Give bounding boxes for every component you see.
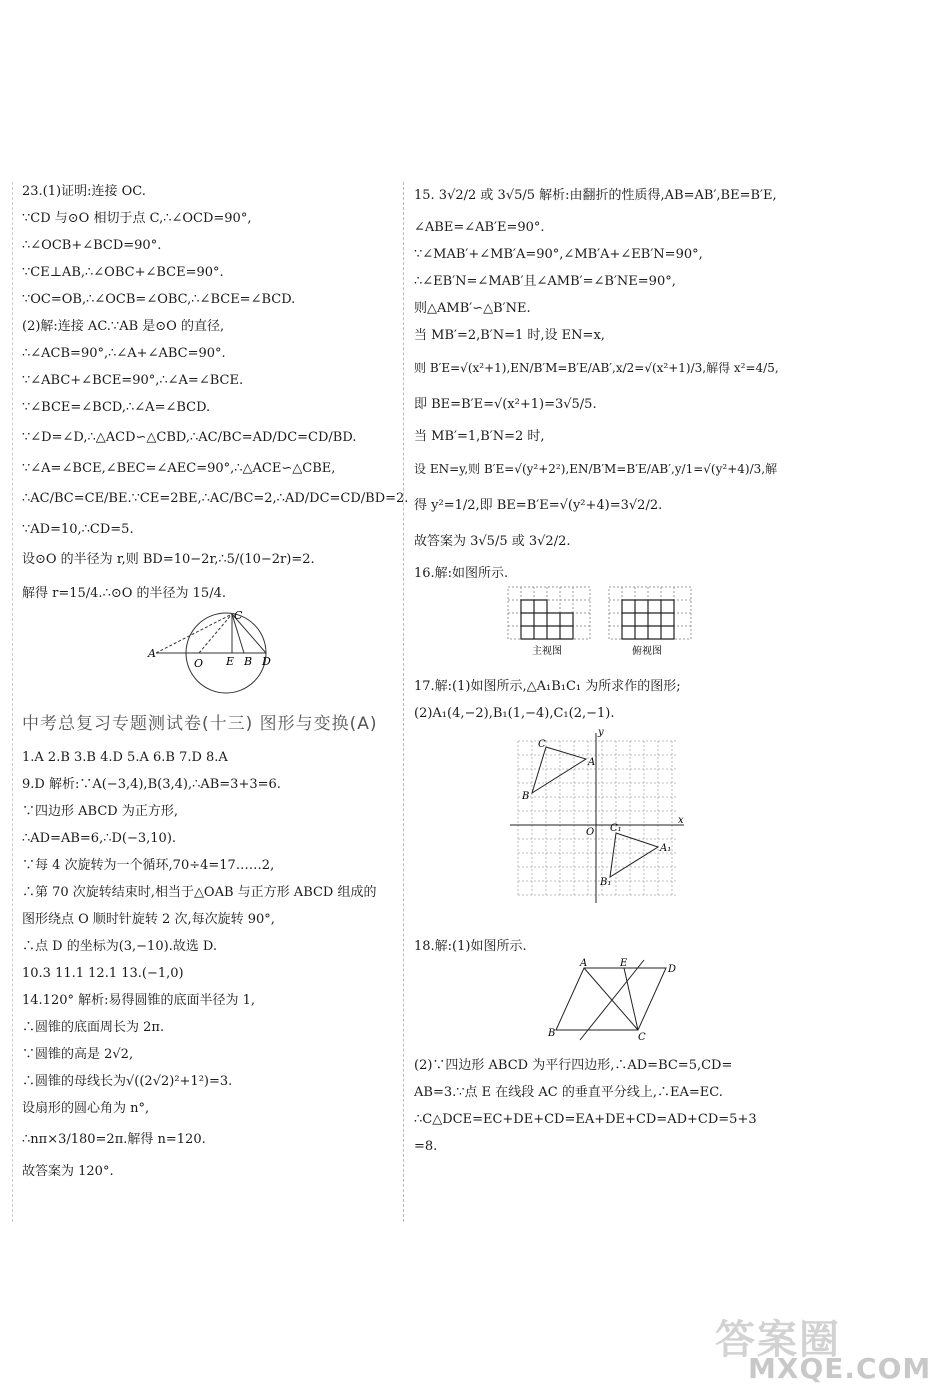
text-line: 则 B′E=√(x²+1),EN/B′M=B′E/AB′,x/2=√(x²+1)/3,解得 x²=4/5, (414, 361, 779, 375)
text-line: ∵∠D=∠D,∴△ACD∽△CBD,∴AC/BC=AD/DC=CD/BD. (22, 430, 357, 445)
text-line: 即 BE=B′E=√(x²+1)=3√5/5. (414, 397, 597, 412)
label-a: A (580, 958, 588, 969)
label-d: D (262, 655, 271, 668)
label-o: O (586, 827, 595, 838)
text-line: 故答案为 3√5/5 或 3√2/2. (414, 534, 571, 549)
watermark-bottom: MXQE.COM (748, 1352, 931, 1385)
text-line: ∴∠EB′N=∠MAB′且∠AMB′=∠B′NE=90°, (414, 274, 676, 289)
text-line: ∴∠OCB+∠BCD=90°. (22, 238, 162, 253)
line-ec (624, 968, 638, 1030)
text-line: 设⊙O 的半径为 r,则 BD=10−2r,∴5/(10−2r)=2. (22, 552, 315, 567)
triangle-abc (532, 747, 586, 793)
watermark-top: 答案圈 (715, 1317, 841, 1363)
answer-line: ∴AD=AB=6,∴D(−3,10). (22, 831, 177, 846)
text-line: 23.(1)证明:连接 OC. (22, 184, 146, 199)
front-view-label: 主视图 (532, 646, 562, 657)
column-divider (403, 182, 404, 1222)
three-views-figure (414, 587, 794, 657)
line-ac (156, 614, 232, 653)
text-line: 15. 3√2/2 或 3√5/5 解析:由翻折的性质得,AB=AB′,BE=B′E, (414, 188, 777, 203)
answer-line: ∵圆锥的高是 2√2, (22, 1047, 134, 1062)
label-c: C (538, 739, 546, 750)
top-view (609, 587, 691, 657)
text-line: ∴AC/BC=CE/BE.∵CE=2BE,∴AC/BC=2,∴AD/DC=CD/BD=2. (22, 491, 409, 506)
text-line: ∠ABE=∠AB′E=90°. (414, 220, 545, 235)
answer-line: ∵每 4 次旋转为一个循环,70÷4=17……2, (22, 858, 275, 873)
answer-line: 故答案为 120°. (22, 1164, 114, 1179)
answer-line: ∴第 70 次旋转结束时,相当于△OAB 与正方形 ABCD 组成的 (22, 885, 377, 900)
grid-lines (518, 741, 676, 895)
text-line: ∴C△DCE=EC+DE+CD=EA+DE+CD=AD+CD=5+3 (414, 1112, 757, 1127)
answer-line: ∴点 D 的坐标为(3,−10).故选 D. (22, 939, 218, 954)
answer-line: ∴圆锥的母线长为√((2√2)²+1²)=3. (22, 1074, 233, 1089)
answer-line: 设扇形的圆心角为 n°, (22, 1101, 150, 1116)
left-column (22, 178, 409, 1185)
right-column (414, 178, 794, 1160)
text-line: 17.解:(1)如图所示,△A₁B₁C₁ 为所求作的图形; (414, 679, 681, 694)
front-view (508, 587, 590, 657)
text-line: 得 y²=1/2,即 BE=B′E=√(y²+4)=3√2/2. (414, 498, 663, 513)
label-d: D (668, 964, 677, 975)
text-line: 设 EN=y,则 B′E=√(y²+2²),EN/B′M=B′E/AB′,y/1=√(y²+4)/3,解 (414, 462, 778, 476)
text-line: ∵CE⊥AB,∴∠OBC+∠BCE=90°. (22, 265, 224, 280)
text-line: (2)解:连接 AC.∵AB 是⊙O 的直径, (22, 319, 225, 334)
perpendicular-bisector (580, 960, 644, 1040)
text-line: =8. (414, 1139, 438, 1154)
label-o: O (194, 657, 204, 670)
text-line: 当 MB′=1,B′N=2 时, (414, 429, 545, 444)
label-e: E (226, 655, 235, 668)
text-line: 解得 r=15/4.∴⊙O 的半径为 15/4. (22, 586, 226, 601)
text-line: (2)∵四边形 ABCD 为平行四边形,∴AD=BC=5,CD= (414, 1058, 733, 1073)
answer-line: ∴nπ×3/180=2π.解得 n=120. (22, 1132, 206, 1147)
answer-line: 图形绕点 O 顺时针旋转 2 次,每次旋转 90°, (22, 912, 275, 927)
label-a: A (148, 647, 156, 660)
text-line: 16.解:如图所示. (414, 566, 509, 581)
text-line: (2)A₁(4,−2),B₁(1,−4),C₁(2,−1). (414, 706, 615, 721)
text-line: 当 MB′=2,B′N=1 时,设 EN=x, (414, 328, 605, 343)
label-b: B (244, 655, 253, 668)
text-line: ∵∠MAB′+∠MB′A=90°,∠MB′A+∠EB′N=90°, (414, 247, 703, 262)
label-x: x (678, 815, 684, 826)
text-line: AB=3.∵点 E 在线段 AC 的垂直平分线上,∴EA=EC. (414, 1085, 723, 1100)
coordinate-grid-figure (414, 727, 794, 917)
top-view-label: 俯视图 (632, 646, 662, 657)
answer-line: 10.3 11.1 12.1 13.(−1,0) (22, 966, 184, 981)
label-a1: A₁ (660, 843, 672, 854)
label-a: A (588, 757, 596, 768)
label-y: y (598, 727, 604, 738)
text-line: ∴∠ACB=90°,∴∠A+∠ABC=90°. (22, 346, 226, 361)
answer-line: ∵四边形 ABCD 为正方形, (22, 804, 178, 819)
text-line: 则△AMB′∽△B′NE. (414, 301, 531, 316)
label-c1: C₁ (610, 823, 622, 834)
label-b1: B₁ (600, 877, 612, 888)
label-b: B (522, 791, 530, 802)
answer-line: 14.120° 解析:易得圆锥的底面半径为 1, (22, 993, 256, 1008)
answer-line: 1.A 2.B 3.B 4.D 5.A 6.B 7.D 8.A (22, 750, 228, 765)
answer-line: ∴圆锥的底面周长为 2π. (22, 1020, 165, 1035)
text-line: 18.解:(1)如图所示. (414, 939, 527, 954)
label-b: B (548, 1028, 556, 1039)
section-title: 中考总复习专题测试卷(十三) 图形与变换(A) (22, 714, 378, 734)
text-line: ∵OC=OB,∴∠OCB=∠OBC,∴∠BCE=∠BCD. (22, 292, 296, 307)
text-line: ∵AD=10,∴CD=5. (22, 522, 134, 537)
circle-tangent-figure (22, 611, 394, 693)
label-c: C (234, 609, 243, 622)
label-e: E (620, 958, 628, 969)
text-line: ∵∠BCE=∠BCD,∴∠A=∠BCD. (22, 400, 211, 415)
left-margin-rule (12, 182, 13, 1222)
text-line: ∵CD 与⊙O 相切于点 C,∴∠OCD=90°, (22, 211, 252, 226)
triangle-a1b1c1 (610, 833, 658, 877)
parallelogram-figure (414, 960, 794, 1042)
text-line: ∵∠ABC+∠BCE=90°,∴∠A=∠BCE. (22, 373, 244, 388)
answer-line: 9.D 解析:∵A(−3,4),B(3,4),∴AB=3+3=6. (22, 777, 281, 792)
label-c: C (638, 1032, 646, 1043)
text-line: ∵∠A=∠BCE,∠BEC=∠AEC=90°,∴△ACE∽△CBE, (22, 461, 336, 476)
